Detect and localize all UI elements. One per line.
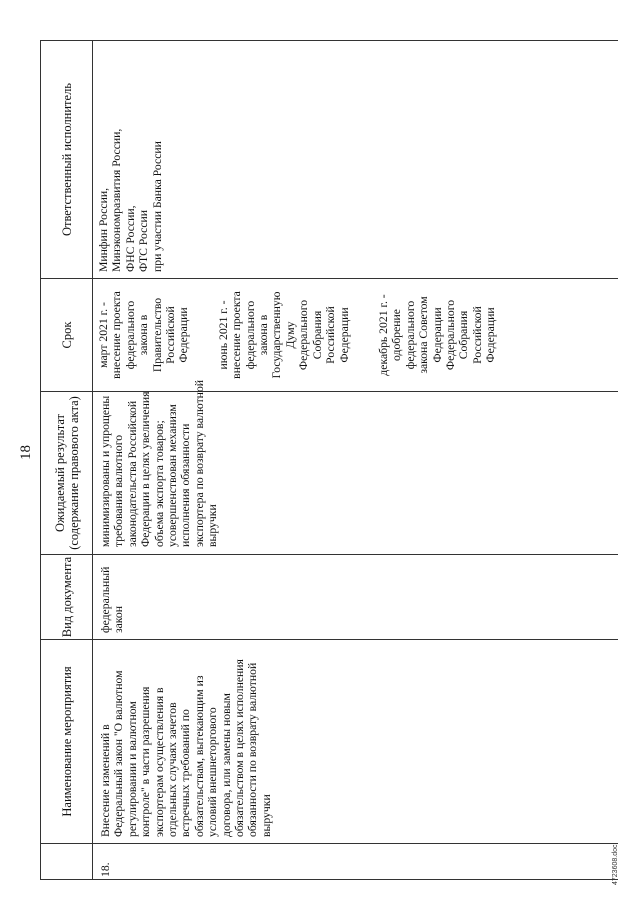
term-line: внесение проекта xyxy=(110,291,124,379)
term-line: Правительство xyxy=(150,297,164,373)
term-line: Российской xyxy=(324,306,338,364)
term-line: федерального xyxy=(243,300,257,370)
result-line: экспортера по возврату валютной xyxy=(192,379,206,547)
term-line: федерального xyxy=(403,300,417,370)
term-line: федерального xyxy=(123,300,137,370)
responsible-executor xyxy=(93,41,619,279)
term-line: Федерации xyxy=(430,307,444,363)
result-line: требования валютного xyxy=(112,434,126,547)
header-kind: Вид документа xyxy=(41,555,93,640)
result-line: усовершенствован механизм xyxy=(166,404,180,547)
term-line: Собрания xyxy=(457,310,471,360)
name-line: условий внешнеторгового xyxy=(206,707,220,837)
name-line: Внесение изменений в xyxy=(99,724,112,837)
term-line: декабрь 2021 г. - xyxy=(376,294,390,376)
name-line: экспортерам осуществления в xyxy=(152,687,166,837)
name-line: обязанности по возврату валютной xyxy=(246,662,260,837)
expected-result xyxy=(93,379,619,555)
document-file-code: 4723608.doc xyxy=(612,844,619,885)
executor-line: при участии Банка России xyxy=(150,141,164,272)
term-line: Федерального xyxy=(443,299,457,371)
header-result xyxy=(41,392,93,555)
executor-line: ФТС России xyxy=(137,209,151,272)
term-line: внесение проекта xyxy=(230,291,244,379)
term-line: закона в xyxy=(257,314,271,356)
result-line: законодательства Российской xyxy=(125,400,139,547)
header-result-line: Ожидаемый результат xyxy=(52,413,67,533)
term-line: Собрания xyxy=(310,310,324,360)
name-line: встречных требований по xyxy=(179,709,193,837)
header-num xyxy=(41,844,93,880)
header-result-line: (содержание правового акта) xyxy=(66,396,81,550)
result-line: объема экспорта товаров; xyxy=(152,420,166,547)
measure-name xyxy=(93,640,619,844)
result-line: Федерации в целях увеличения xyxy=(139,391,153,547)
header-executor: Ответственный исполнитель xyxy=(41,41,93,279)
name-line: обязательствам, вытекающим из xyxy=(192,675,206,837)
name-line: регулировании и валютном xyxy=(125,701,139,837)
row-number: 18. xyxy=(93,844,619,880)
deadline xyxy=(93,279,619,392)
measures-table xyxy=(40,40,618,880)
document-kind: федеральный закон xyxy=(93,555,619,640)
result-line: исполнения обязанности xyxy=(179,423,193,547)
term-line: Думу xyxy=(283,321,297,349)
result-line: выручки xyxy=(206,504,220,547)
name-line: выручки xyxy=(259,794,273,837)
term-line: Федерального xyxy=(297,299,311,371)
executor-line: Минфин России, xyxy=(97,187,110,272)
executor-line: Минэкономразвития России, xyxy=(110,128,124,272)
term-line: закона в xyxy=(137,314,151,356)
table-row xyxy=(93,41,619,880)
name-line: контроле" в части разрешения xyxy=(139,686,153,837)
name-line: отдельных случаях зачетов xyxy=(166,702,180,837)
result-line: минимизированы и упрощены xyxy=(99,395,112,547)
term-gap xyxy=(191,281,217,389)
header-name: Наименование мероприятия xyxy=(41,640,93,844)
term-line: Государственную xyxy=(270,291,284,379)
name-line: Федеральный закон "О валютном xyxy=(112,670,126,837)
term-line: март 2021 г. - xyxy=(97,302,110,368)
page-number: 18 xyxy=(18,445,34,460)
term-line: закона Советом xyxy=(417,296,431,374)
header-term: Срок xyxy=(41,279,93,392)
name-line: договора, или замены новым xyxy=(219,693,233,837)
term-line: Российской xyxy=(164,306,178,364)
term-line: одобрение xyxy=(390,309,404,361)
term-line: Федерации xyxy=(177,307,191,363)
term-line: Федерации xyxy=(484,307,498,363)
term-line: июнь 2021 г. - xyxy=(216,300,230,370)
term-line: Федерации xyxy=(337,307,351,363)
term-gap xyxy=(351,281,377,389)
name-line: обязательством в целях исполнения xyxy=(233,659,247,837)
executor-line: ФНС России, xyxy=(123,205,137,272)
table-header-row xyxy=(41,41,93,880)
term-line: Российской xyxy=(470,306,484,364)
